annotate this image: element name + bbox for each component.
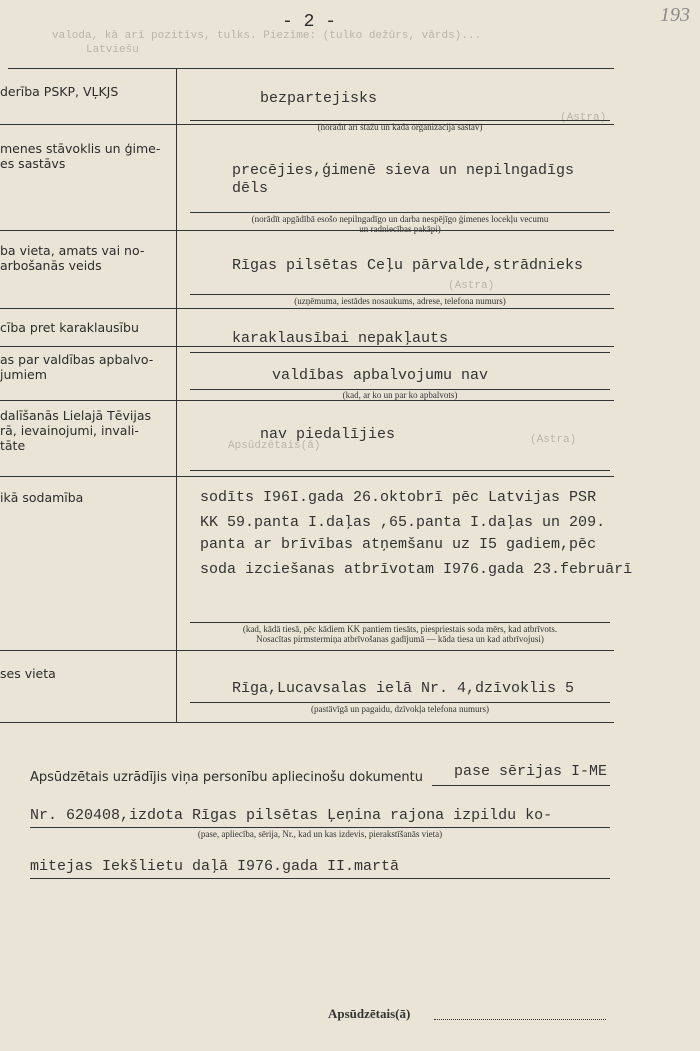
field-value: soda izciešanas atbrīvotam I976.gada 23.februārī (200, 561, 633, 578)
signature-label: Apsūdzētais(ā) (328, 1006, 411, 1021)
field-label: cība pret karaklausību (0, 320, 139, 335)
bleed-through-text: valoda, kā arī pozitīvs, tulks. Piezīme: (tulko dežūrs, vārds)... (52, 30, 482, 42)
field-label: ikā sodamība (0, 490, 84, 505)
field-caption: (norādīt arī stāžu un kādā organizācijā sastāv) (317, 122, 483, 132)
field-answer-rule (190, 294, 610, 295)
field-value: bezpartejisks (260, 90, 378, 107)
row-separator (0, 722, 614, 723)
field-caption: (uzņēmuma, iestādes nosaukums, adrese, telefona numurs) (294, 296, 506, 306)
header-line (8, 68, 614, 69)
row-separator (0, 650, 614, 651)
bleed-through-text: Latviešu (86, 44, 139, 56)
bleed-through-text: Apsūdzētais(ā) (228, 440, 321, 452)
document-line3-value: mitejas Iekšlietu daļā I976.gada II.martā (30, 858, 400, 875)
field-label: as par valdības apbalvo- jumiem (0, 352, 154, 382)
row-separator (0, 400, 614, 401)
field-value: dēls (232, 180, 269, 197)
field-answer-rule (190, 120, 610, 121)
document-line2-value: Nr. 620408,izdota Rīgas pilsētas Ļeņina rajona izpildu ko- (30, 807, 553, 824)
field-value: panta ar brīvības atņemšanu uz I5 gadiem,pēc (200, 536, 597, 553)
field-caption: (kad, ar ko un par ko apbalvots) (342, 390, 458, 400)
document-line3-rule (30, 878, 610, 879)
corner-mark: 193 (660, 4, 690, 26)
bleed-through-text: (Astra) (448, 280, 495, 292)
bleed-through-text: (Astra) (530, 434, 577, 446)
page-number: - 2 - (282, 12, 337, 32)
row-separator (0, 476, 614, 477)
field-caption: Nosacītas pirmstermiņa atbrīvošanas gadījumā — kāda tiesa un kad atbrīvojusi) (256, 634, 544, 644)
field-answer-rule (190, 470, 610, 471)
field-caption: un radniecības pakāpi) (359, 224, 441, 234)
field-value: sodīts I96I.gada 26.oktobrī pēc Latvijas PSR (200, 489, 597, 506)
field-label: menes stāvoklis un ģime- es sastāvs (0, 141, 161, 171)
signature-line (434, 1019, 606, 1020)
bleed-through-text: (Astra) (560, 112, 607, 124)
field-caption: (kad, kādā tiesā, pēc kādiem KK pantiem tiesāts, piespriestais soda mērs, kad atbrīvots. (242, 624, 558, 634)
field-label: ses vieta (0, 666, 56, 681)
field-answer-rule (190, 212, 610, 213)
document-line1-value: pase sērijas I-ME (454, 763, 608, 780)
field-value: nav piedalījies (260, 426, 396, 443)
document-line1-rule (432, 785, 610, 786)
document-intro-label: Apsūdzētais uzrādījis viņa personību apliecinošu dokumentu (30, 770, 423, 785)
field-label: dalīšanās Lielajā Tēvijas rā, ievainojumi, invali- tāte (0, 408, 151, 453)
row-separator (0, 230, 614, 231)
field-label: derība PSKP, VĻKJS (0, 84, 119, 99)
field-label: ba vieta, amats vai no- arbošanās veids (0, 243, 145, 273)
field-caption: (pastāvīgā un pagaidu, dzīvokļa telefona numurs) (311, 704, 489, 714)
field-value: Rīga,Lucavsalas ielā Nr. 4,dzīvoklis 5 (232, 680, 575, 697)
field-answer-rule (190, 352, 610, 353)
field-value: valdības apbalvojumu nav (272, 367, 489, 384)
field-value: karaklausībai nepakļauts (232, 330, 449, 347)
field-value: Rīgas pilsētas Ceļu pārvalde,strādnieks (232, 257, 584, 274)
field-answer-rule (190, 702, 610, 703)
row-separator (0, 124, 614, 125)
row-separator (0, 308, 614, 309)
document-caption: (pase, apliecība, sērija, Nr., kad un kas izdevis, pierakstīšanās vieta) (197, 829, 443, 839)
row-separator (0, 346, 614, 347)
column-divider (176, 68, 177, 723)
field-value: KK 59.panta I.daļas ,65.panta I.daļas un 209. (200, 514, 606, 531)
field-value: precējies,ģimenē sieva un nepilngadīgs (232, 162, 575, 179)
document-line2-rule (30, 827, 610, 828)
field-answer-rule (190, 622, 610, 623)
field-caption: (norādīt apgādībā esošo nepilngadīgo un darba nespējīgo ģimenes locekļu vecumu (251, 214, 549, 224)
